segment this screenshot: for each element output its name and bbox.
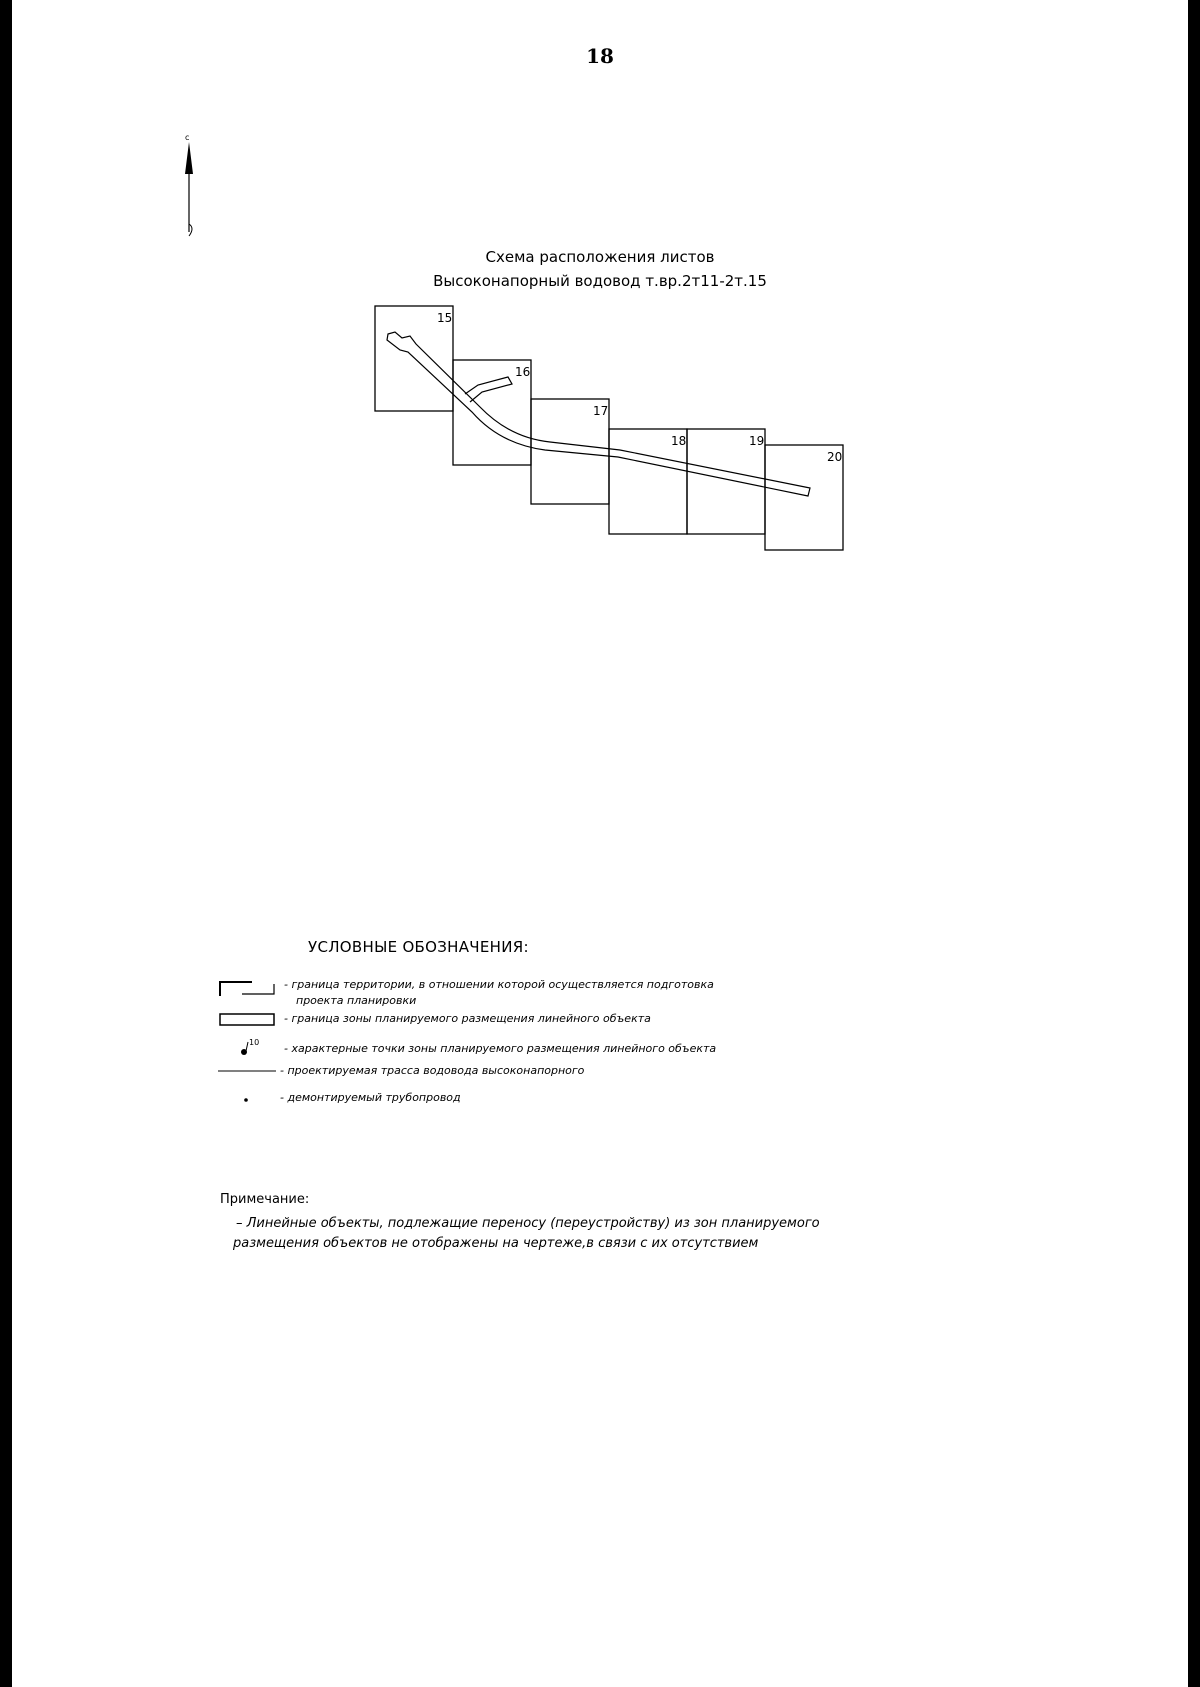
sheet-layout-map (370, 300, 870, 564)
note-label: Примечание: (220, 1192, 310, 1207)
territory-boundary-icon (218, 978, 282, 998)
scheme-title-line2: Высоконапорный водовод т.вр.2т11-2т.15 (433, 272, 767, 290)
scan-edge-left (0, 0, 12, 1687)
legend-title: УСЛОВНЫЕ ОБОЗНАЧЕНИЯ: (308, 938, 529, 956)
legend-text-territory-boundary-cont: проекта планировки (296, 994, 417, 1007)
characteristic-point-label: 10 (249, 1038, 260, 1047)
page-number: 18 (586, 44, 614, 68)
note-line-2: размещения объектов не отображены на чертеже,в связи с их отсутствием (233, 1236, 759, 1251)
scan-edge-right (1188, 0, 1200, 1687)
legend-text-territory-boundary: - граница территории, в отношении которой осуществляется подготовка (284, 978, 714, 991)
sheet-number-17: 17 (593, 404, 609, 418)
legend-text-characteristic-points: - характерные точки зоны планируемого размещения линейного объекта (284, 1042, 717, 1055)
sheet-number-15: 15 (437, 311, 453, 325)
pipeline-branch (465, 377, 512, 402)
dismantled-pipe-icon (240, 1094, 252, 1106)
scheme-title-line1: Схема расположения листов (485, 248, 715, 266)
note-line-1: – Линейные объекты, подлежащие переносу (переустройству) из зон планируемого (236, 1216, 820, 1231)
sheet-number-18: 18 (671, 434, 687, 448)
north-arrow-icon (183, 128, 199, 244)
legend-text-zone-boundary: - граница зоны планируемого размещения линейного объекта (284, 1012, 651, 1025)
sheet-number-20: 20 (827, 450, 843, 464)
characteristic-point-icon (238, 1036, 268, 1058)
scheme-title (360, 245, 840, 293)
north-label: с (185, 133, 190, 142)
legend-text-route-line: - проектируемая трасса водовода высоконапорного (280, 1064, 585, 1077)
sheet-number-16: 16 (515, 365, 531, 379)
legend-text-dismantled-pipe: - демонтируемый трубопровод (280, 1091, 461, 1104)
zone-boundary-icon (218, 1012, 282, 1028)
route-line-icon (218, 1066, 282, 1076)
sheet-number-19: 19 (749, 434, 765, 448)
